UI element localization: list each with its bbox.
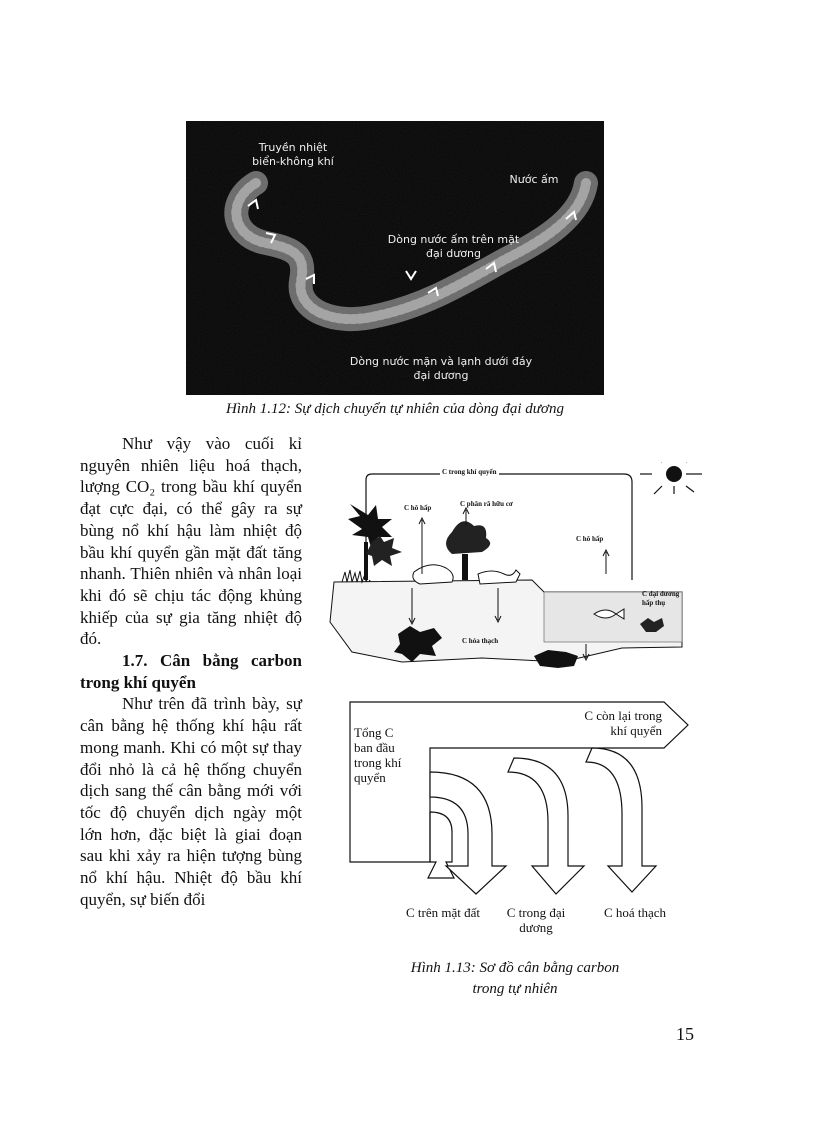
body-text bbox=[80, 433, 302, 910]
deep-current-label: Dòng nước mặn và lạnh dưới đáy đại dương bbox=[349, 355, 533, 382]
warm-water-label: Nước ấm bbox=[509, 173, 559, 186]
decomposition-label: C phân rã hữu cơ bbox=[460, 500, 513, 508]
heat-transfer-label: Truyền nhiệt biển-không khí bbox=[252, 141, 334, 168]
ocean-absorption-label: C đại dương hấp thụ bbox=[642, 590, 680, 607]
land-carbon-label: C trên mặt đất bbox=[405, 905, 480, 920]
paragraph-1: Như vậy vào cuối kỉ nguyên nhiên liệu hoá thạch, lượng CO₂ trong bầu khí quyển đạt cực đại, có thể gây ra sự bùng nổ khí hậu làm nhiệt độ bầu khí quyển gần mặt đất tăng nhanh. Thiên nhiên và nhân loại khi đó sẽ chịu tác động khủng khiếp của sự gia tăng nhiệt độ đó. bbox=[80, 434, 302, 649]
ocean-carbon-label: C trong đại dương bbox=[506, 905, 566, 935]
page-number: 15 bbox=[676, 1024, 694, 1044]
ocean-current-figure bbox=[186, 121, 604, 395]
ocean-respiration-label: C hô hấp bbox=[576, 535, 604, 543]
remaining-carbon-label: C còn lại trong khí quyển bbox=[584, 708, 662, 738]
paragraph-2: Như trên đã trình bày, sự cân bằng hệ thống khí hậu rất mong manh. Khi có một sự thay đổi nhỏ là cả hệ thống chuyển dịch sang thế cân bằng mới với tốc độ chuyển dịch ngày một lớn hơn, đặc biệt là giai đoạn sau khi xảy ra hiện tượng bùng nổ khí hậu. Nhiệt độ bầu khí quyển, sự biến đổi bbox=[80, 694, 302, 909]
tree-icon bbox=[446, 521, 490, 554]
animal-icon bbox=[413, 565, 453, 584]
atmosphere-loop bbox=[366, 474, 632, 587]
figure-1-12-caption: Hình 1.12: Sự dịch chuyển tự nhiên của dòng đại dương bbox=[226, 401, 564, 417]
land-respiration-label: C hô hấp bbox=[404, 504, 432, 512]
flow-branches bbox=[428, 748, 656, 894]
figure-1-13-caption: Hình 1.13: Sơ đồ cân bằng carbon trong tự nhiên bbox=[410, 960, 620, 997]
fossil-carbon-label: C hóa thạch bbox=[462, 637, 499, 645]
section-heading: 1.7. Cân bằng carbon trong khí quyển bbox=[80, 651, 302, 692]
initial-carbon-label: Tổng C ban đầu trong khí quyển bbox=[354, 725, 402, 785]
atmosphere-carbon-label: C trong khí quyển bbox=[442, 468, 497, 476]
sun-icon bbox=[640, 462, 702, 494]
fossil-carbon-flow-label: C hoá thạch bbox=[603, 905, 667, 920]
surface-current-label: Dòng nước ấm trên mặt đại dương bbox=[387, 233, 520, 260]
